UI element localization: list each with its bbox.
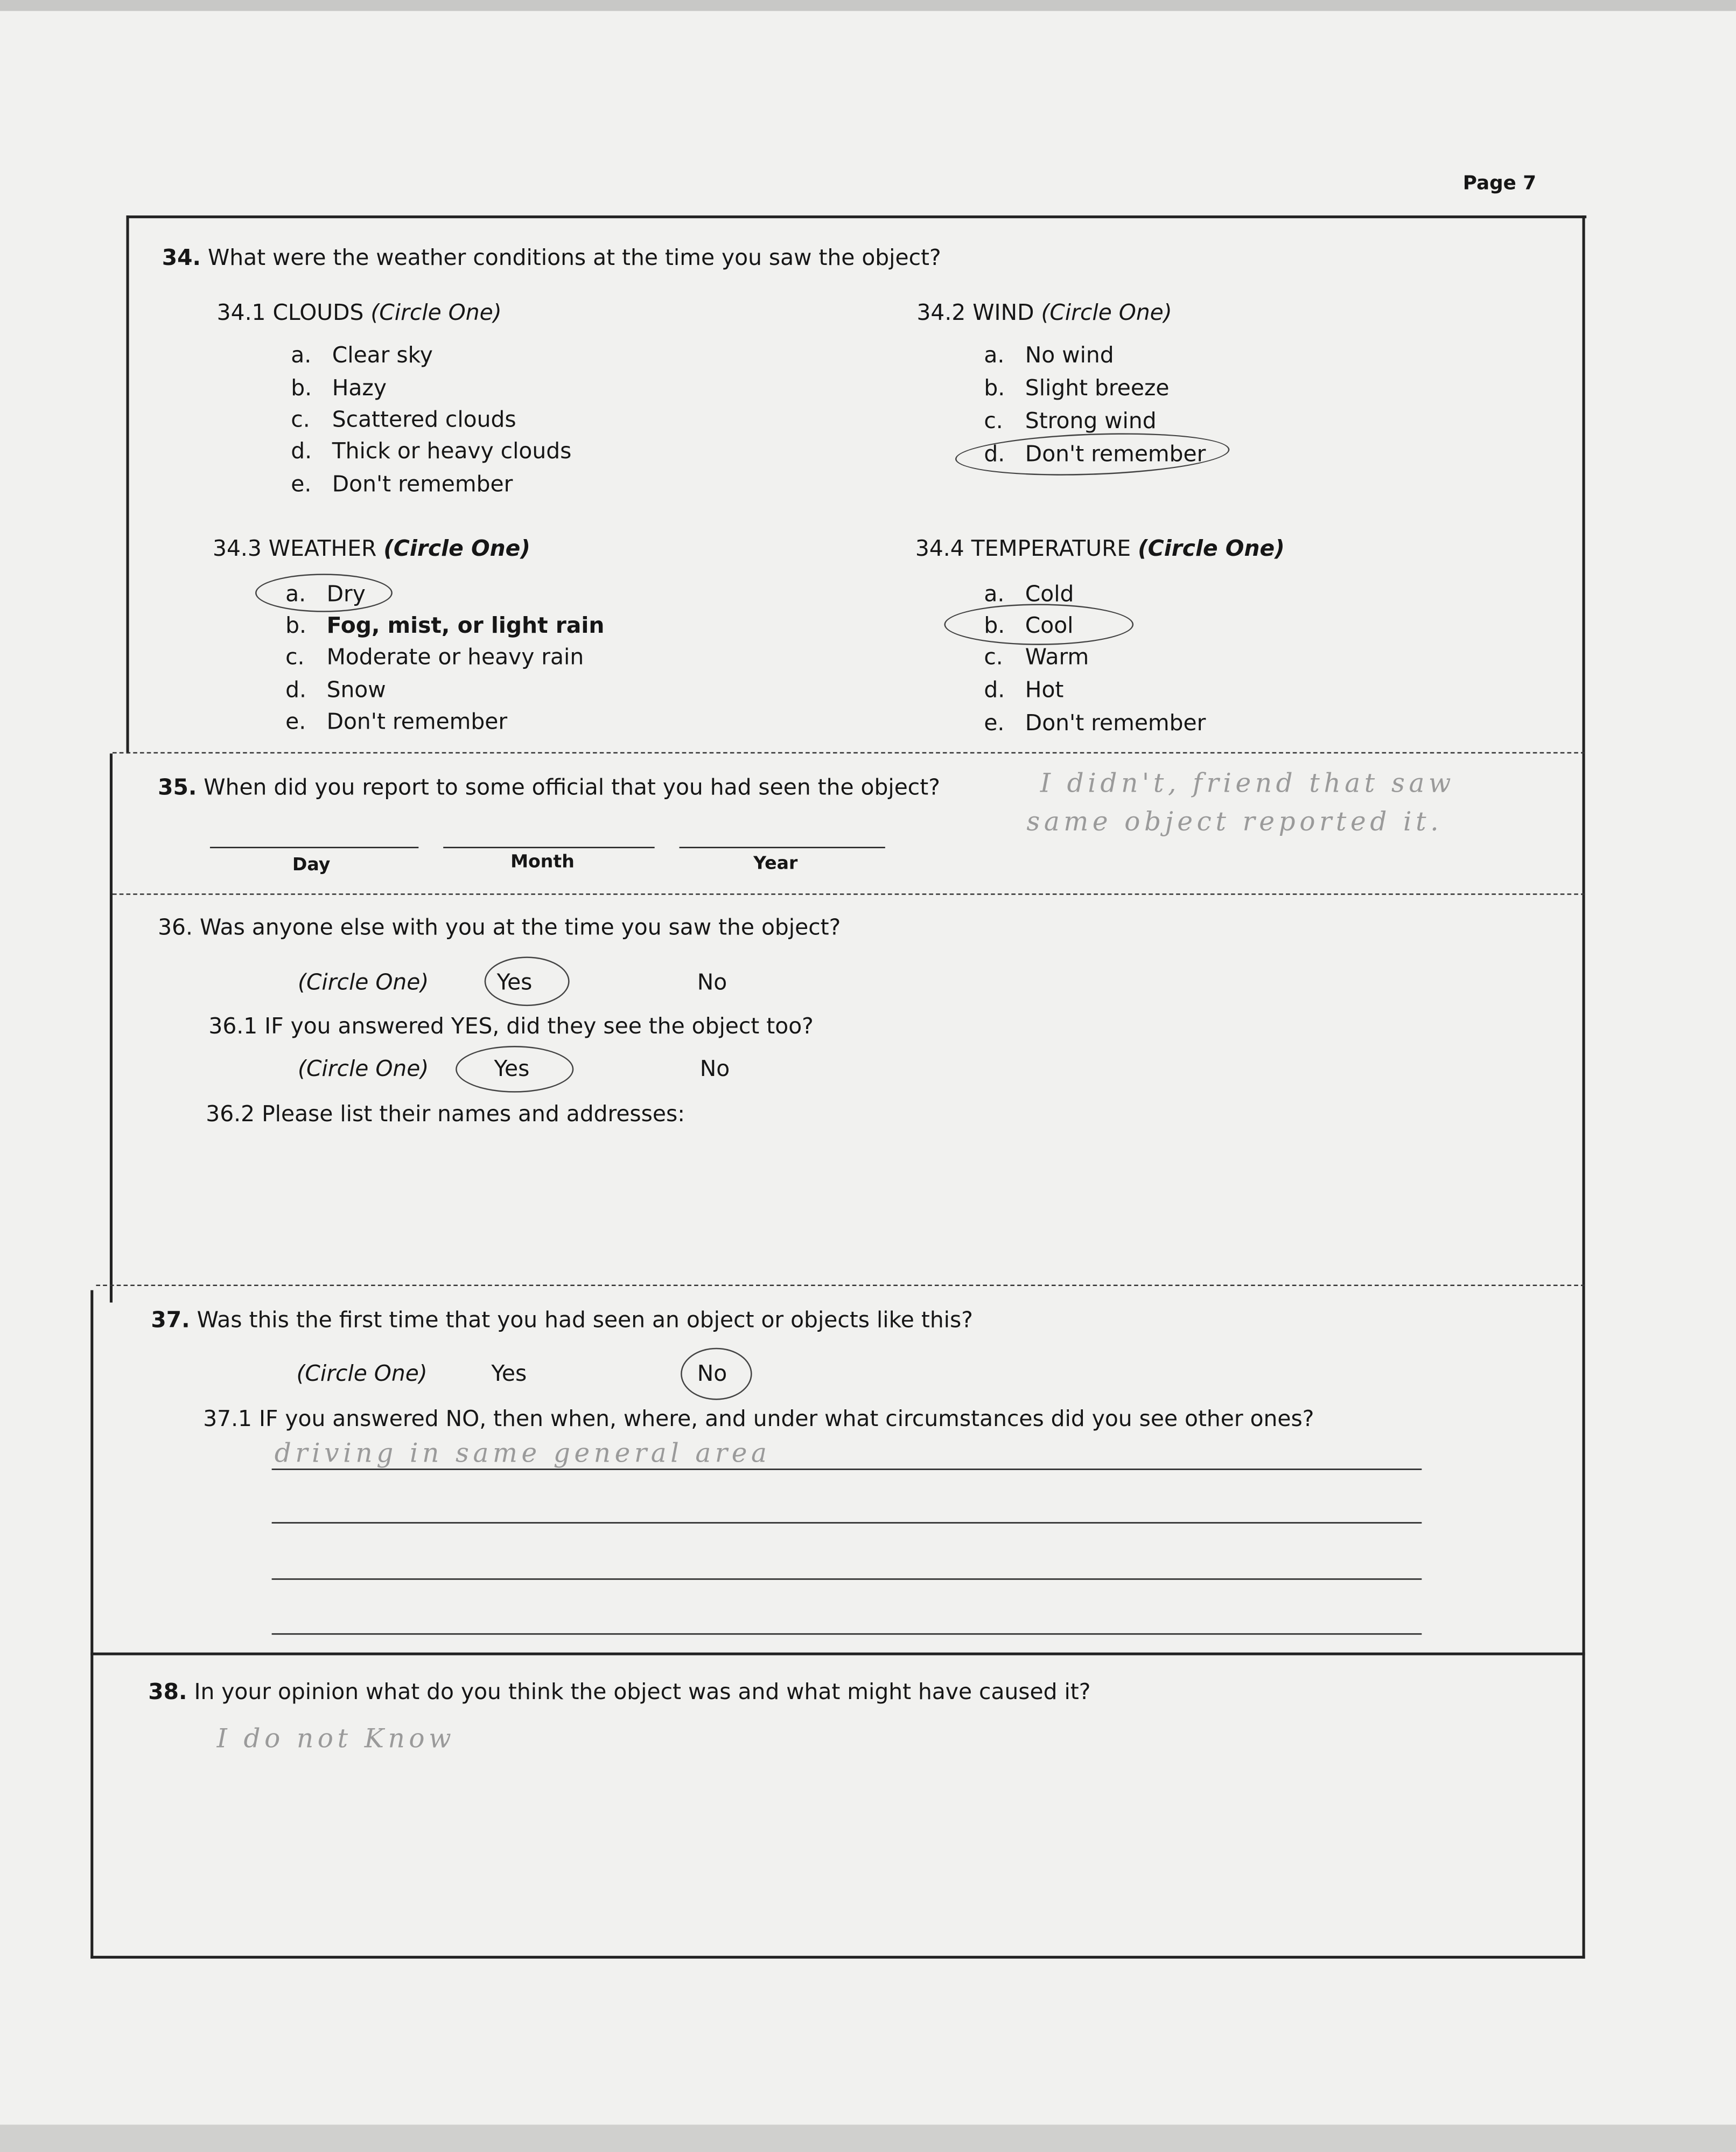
- option-letter: d.: [285, 676, 306, 703]
- option-letter: c.: [984, 644, 1003, 670]
- scan-edge-bottom: [0, 2125, 1736, 2152]
- question-number: 34.: [162, 244, 201, 271]
- box-left-border-mid: [110, 753, 113, 1302]
- temperature-option-a[interactable]: [984, 583, 1074, 605]
- answer-circle-mark: [681, 1348, 752, 1400]
- circle-hint: (Circle One): [1041, 299, 1172, 326]
- option-text: Thick or heavy clouds: [332, 438, 572, 464]
- handwritten-answer-37-1[interactable]: driving in same general area: [274, 1438, 771, 1469]
- circle-hint: (Circle One): [298, 969, 429, 995]
- year-field[interactable]: [680, 847, 885, 848]
- question-text: IF you answered NO, then when, where, and under what circumstances did you see other ones?: [258, 1405, 1314, 1432]
- question-number: 36.1: [208, 1012, 258, 1039]
- option-text: Don't remember: [1025, 441, 1206, 467]
- handwritten-answer-35-line2[interactable]: same object reported it.: [1026, 807, 1443, 837]
- question-text: What were the weather conditions at the time you saw the object?: [207, 244, 941, 271]
- wind-heading: [916, 299, 1172, 326]
- scan-edge-top: [0, 0, 1736, 11]
- option-text: Don't remember: [1025, 709, 1206, 736]
- circle-hint: (Circle One): [298, 1055, 429, 1082]
- option-letter: b.: [984, 612, 1005, 639]
- sub-number: 34.3: [213, 535, 262, 562]
- question-text: IF you answered YES, did they see the object too?: [264, 1012, 814, 1039]
- question-38: [148, 1678, 1091, 1705]
- option-letter: c.: [285, 644, 305, 670]
- handwritten-answer-35-line1[interactable]: I didn't, friend that saw: [1040, 768, 1455, 799]
- sub-title: WIND: [972, 299, 1034, 326]
- option-text: Strong wind: [1025, 407, 1157, 434]
- circle-hint: (Circle One): [1138, 535, 1285, 562]
- circle-hint: (Circle One): [296, 1360, 428, 1387]
- temperature-option-c[interactable]: [984, 646, 1089, 668]
- question-text: When did you report to some official that you had seen the object?: [204, 774, 940, 800]
- question-number: 37.: [151, 1306, 190, 1333]
- option-letter: c.: [984, 407, 1003, 434]
- option-text: Warm: [1025, 644, 1089, 670]
- answer-line[interactable]: [272, 1633, 1422, 1635]
- weather-option-c[interactable]: [285, 646, 584, 668]
- sub-title: WEATHER: [268, 535, 377, 562]
- option-text: Cold: [1025, 581, 1074, 607]
- clouds-option-d[interactable]: [291, 438, 572, 464]
- wind-option-c[interactable]: [984, 407, 1157, 434]
- option-letter: a.: [984, 581, 1005, 607]
- clouds-heading: [216, 299, 502, 326]
- option-letter: d.: [984, 676, 1005, 703]
- option-letter: d.: [291, 438, 312, 464]
- wind-option-b[interactable]: [984, 374, 1170, 401]
- answer-circle-mark: [944, 604, 1133, 645]
- option-text: Slight breeze: [1025, 374, 1170, 401]
- box-left-border-lower: [90, 1290, 93, 1959]
- option-letter: c.: [291, 406, 310, 432]
- box-right-border: [1583, 215, 1585, 1959]
- answer-line[interactable]: [272, 1522, 1422, 1524]
- temperature-option-e[interactable]: [984, 709, 1206, 736]
- weather-option-e[interactable]: [285, 708, 508, 735]
- answer-circle-mark: [456, 1046, 573, 1093]
- option-text: Hazy: [332, 374, 387, 401]
- question-37-1: [203, 1405, 1314, 1432]
- option-letter: e.: [285, 708, 306, 735]
- question-number: 36.2: [206, 1100, 255, 1127]
- sub-title: TEMPERATURE: [971, 535, 1131, 562]
- box-bottom-border: [90, 1956, 1585, 1959]
- month-field[interactable]: [443, 847, 654, 848]
- answer-no[interactable]: No: [697, 1360, 727, 1387]
- option-text: Fog, mist, or light rain: [326, 612, 605, 639]
- option-text: Cool: [1025, 612, 1074, 639]
- option-letter: a.: [291, 341, 312, 368]
- month-label: Month: [510, 852, 575, 873]
- question-number: 38.: [148, 1678, 187, 1705]
- divider: [113, 752, 1585, 754]
- divider: [90, 1653, 1585, 1655]
- question-number: 36.: [158, 914, 193, 940]
- weather-option-b[interactable]: [285, 612, 605, 639]
- option-letter: b.: [984, 374, 1005, 401]
- year-label: Year: [753, 854, 798, 875]
- answer-circle-mark: [485, 956, 570, 1006]
- answer-no[interactable]: No: [699, 1055, 730, 1082]
- clouds-option-a[interactable]: [291, 341, 433, 368]
- sub-number: 34.2: [916, 299, 966, 326]
- answer-line[interactable]: [272, 1469, 1422, 1470]
- option-letter: e.: [291, 471, 312, 497]
- circle-hint: (Circle One): [383, 535, 530, 562]
- question-34: [162, 244, 941, 271]
- question-text: In your opinion what do you think the object was and what might have caused it?: [194, 1678, 1091, 1705]
- box-top-border: [126, 215, 1586, 218]
- question-36-1: [208, 1012, 814, 1039]
- clouds-option-c[interactable]: [291, 406, 516, 432]
- option-letter: a.: [285, 581, 306, 607]
- option-text: Hot: [1025, 676, 1064, 703]
- question-number: 35.: [158, 774, 197, 800]
- temperature-heading: [915, 535, 1285, 562]
- answer-no[interactable]: No: [697, 969, 727, 995]
- answer-line[interactable]: [272, 1578, 1422, 1580]
- question-35: [158, 774, 940, 800]
- temperature-option-d[interactable]: [984, 676, 1064, 703]
- question-36: [158, 914, 841, 940]
- divider: [113, 893, 1585, 895]
- question-37: [151, 1306, 973, 1333]
- sub-number: 34.1: [216, 299, 266, 326]
- day-field[interactable]: [210, 847, 418, 848]
- clouds-option-b[interactable]: [291, 374, 387, 401]
- option-text: Snow: [326, 676, 386, 703]
- question-number: 37.1: [203, 1405, 252, 1432]
- option-letter: a.: [984, 341, 1005, 368]
- option-text: Don't remember: [332, 471, 513, 497]
- day-label: Day: [292, 855, 331, 876]
- option-text: Moderate or heavy rain: [326, 644, 584, 670]
- answer-yes[interactable]: Yes: [491, 1360, 527, 1387]
- option-text: No wind: [1025, 341, 1114, 368]
- clouds-option-e[interactable]: [291, 473, 513, 495]
- option-text: Dry: [326, 581, 366, 607]
- circle-hint: (Circle One): [370, 299, 502, 326]
- question-text: Please list their names and addresses:: [262, 1100, 685, 1127]
- question-text: Was this the first time that you had seen an object or objects like this?: [197, 1306, 973, 1333]
- weather-heading: [213, 535, 530, 562]
- option-text: Clear sky: [332, 341, 433, 368]
- question-36-2: [206, 1100, 685, 1127]
- answer-yes[interactable]: Yes: [494, 1055, 530, 1082]
- option-letter: e.: [984, 709, 1005, 736]
- wind-option-a[interactable]: [984, 341, 1114, 368]
- weather-option-d[interactable]: [285, 676, 386, 703]
- handwritten-answer-38[interactable]: I do not Know: [216, 1724, 456, 1755]
- option-text: Scattered clouds: [332, 406, 516, 432]
- answer-circle-mark: [255, 574, 393, 612]
- divider: [96, 1284, 1585, 1286]
- option-letter: d.: [984, 441, 1005, 467]
- option-letter: b.: [291, 374, 312, 401]
- question-text: Was anyone else with you at the time you saw the object?: [199, 914, 841, 940]
- option-letter: b.: [285, 612, 306, 639]
- answer-yes[interactable]: Yes: [496, 969, 533, 995]
- box-left-border-upper: [126, 215, 129, 753]
- sub-title: CLOUDS: [272, 299, 364, 326]
- option-text: Don't remember: [326, 708, 508, 735]
- answer-circle-mark: [955, 429, 1230, 479]
- page-label: Page 7: [1462, 173, 1537, 195]
- sub-number: 34.4: [915, 535, 964, 562]
